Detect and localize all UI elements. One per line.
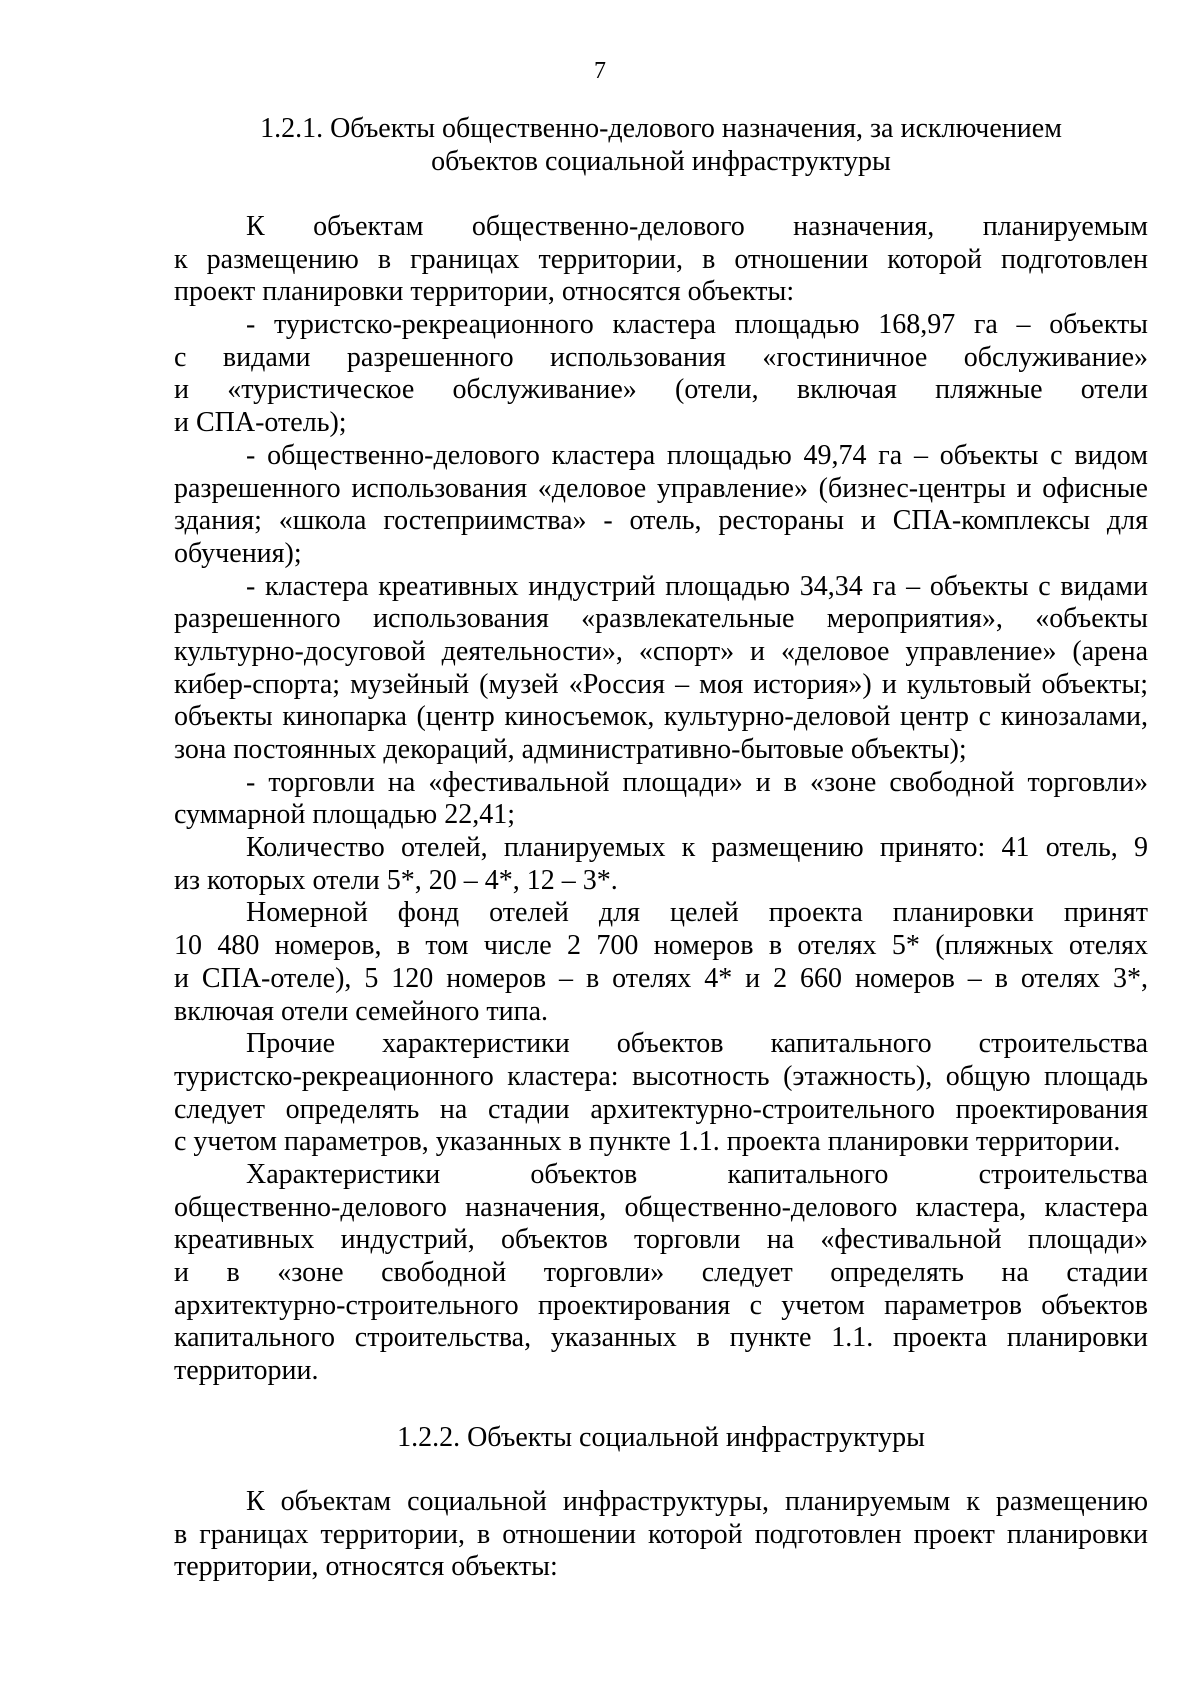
text-line: включая отели семейного типа. — [174, 995, 549, 1027]
text-line: проект планировки территории, относятся объекты: — [174, 276, 795, 308]
text-line: кибер-спорта; музейный (музей «Россия – моя история») и культовый объекты; — [174, 668, 1148, 700]
text-line: - общественно-делового кластера площадью 49,74 га – объекты с видом — [246, 439, 1148, 471]
heading-line: 1.2.2. Объекты социальной инфраструктуры — [397, 1422, 925, 1453]
text-line: объекты кинопарка (центр киносъемок, культурно-деловой центр с кинозалами, — [174, 701, 1148, 733]
section-heading-1-2-2 — [174, 1421, 1148, 1454]
section-body-1-2-2 — [174, 1486, 1148, 1584]
text-line: - туристско-рекреационного кластера площадью 168,97 га – объекты — [246, 309, 1148, 341]
text-line: 10 480 номеров, в том числе 2 700 номеров в отелях 5* (пляжных отелях — [174, 930, 1148, 962]
text-line: здания; «школа гостеприимства» - отель, рестораны и СПА-комплексы для — [174, 505, 1148, 537]
text-line: К объектам общественно-делового назначения, планируемым — [246, 211, 1148, 242]
text-line: туристско-рекреационного кластера: высотность (этажность), общую площадь — [174, 1060, 1148, 1092]
text-line: Номерной фонд отелей для целей проекта планировки принят — [246, 897, 1148, 929]
text-line: креативных индустрий, объектов торговли на «фестивальной площади» — [174, 1224, 1148, 1256]
text-line: с видами разрешенного использования «гостиничное обслуживание» — [174, 341, 1148, 373]
heading-line: объектов социальной инфраструктуры — [431, 146, 891, 177]
text-line: территории. — [174, 1355, 319, 1387]
text-line: следует определять на стадии архитектурно-строительного проектирования — [174, 1093, 1148, 1125]
section-body-1-2-1 — [174, 211, 1148, 1388]
heading-line: 1.2.1. Объекты общественно-делового назначения, за исключением — [260, 113, 1062, 144]
text-line: архитектурно-строительного проектирования с учетом параметров объектов — [174, 1289, 1148, 1321]
text-line: Характеристики объектов капитального строительства — [246, 1158, 1148, 1190]
text-line: общественно-делового назначения, общественно-делового кластера, кластера — [174, 1191, 1148, 1223]
text-line: к размещению в границах территории, в отношении которой подготовлен — [174, 243, 1148, 275]
text-line: - кластера креативных индустрий площадью 34,34 га – объекты с видами — [246, 570, 1148, 602]
text-line: Прочие характеристики объектов капитального строительства — [246, 1028, 1148, 1060]
text-line: культурно-досуговой деятельности», «спорт» и «деловое управление» (арена — [174, 635, 1148, 667]
text-line: и «туристическое обслуживание» (отели, включая пляжные отели — [174, 374, 1148, 406]
text-line: суммарной площадью 22,41; — [174, 799, 515, 831]
text-line: зона постоянных декораций, административно-бытовые объекты); — [174, 734, 967, 765]
text-line: Количество отелей, планируемых к размещению принято: 41 отель, 9 — [246, 832, 1148, 864]
text-line: и в «зоне свободной торговли» следует определять на стадии — [174, 1257, 1148, 1288]
text-line: разрешенного использования «развлекательные мероприятия», «объекты — [174, 603, 1148, 635]
text-line: разрешенного использования «деловое управление» (бизнес-центры и офисные — [174, 472, 1148, 504]
text-line: территории, относятся объекты: — [174, 1551, 558, 1583]
text-line: с учетом параметров, указанных в пункте 1.1. проекта планировки территории. — [174, 1126, 1121, 1158]
text-line: обучения); — [174, 537, 302, 569]
section-heading-1-2-1 — [174, 112, 1148, 178]
text-line: капитального строительства, указанных в пункте 1.1. проекта планировки — [174, 1322, 1148, 1354]
page-number: 7 — [594, 58, 606, 84]
text-line: - торговли на «фестивальной площади» и в «зоне свободной торговли» — [246, 766, 1148, 798]
text-line: в границах территории, в отношении которой подготовлен проект планировки — [174, 1518, 1148, 1550]
text-line: К объектам социальной инфраструктуры, планируемым к размещению — [246, 1486, 1148, 1517]
text-line: и СПА-отель); — [174, 407, 347, 439]
text-line: и СПА-отеле), 5 120 номеров – в отелях 4* и 2 660 номеров – в отелях 3*, — [174, 962, 1148, 994]
text-line: из которых отели 5*, 20 – 4*, 12 – 3*. — [174, 864, 618, 896]
